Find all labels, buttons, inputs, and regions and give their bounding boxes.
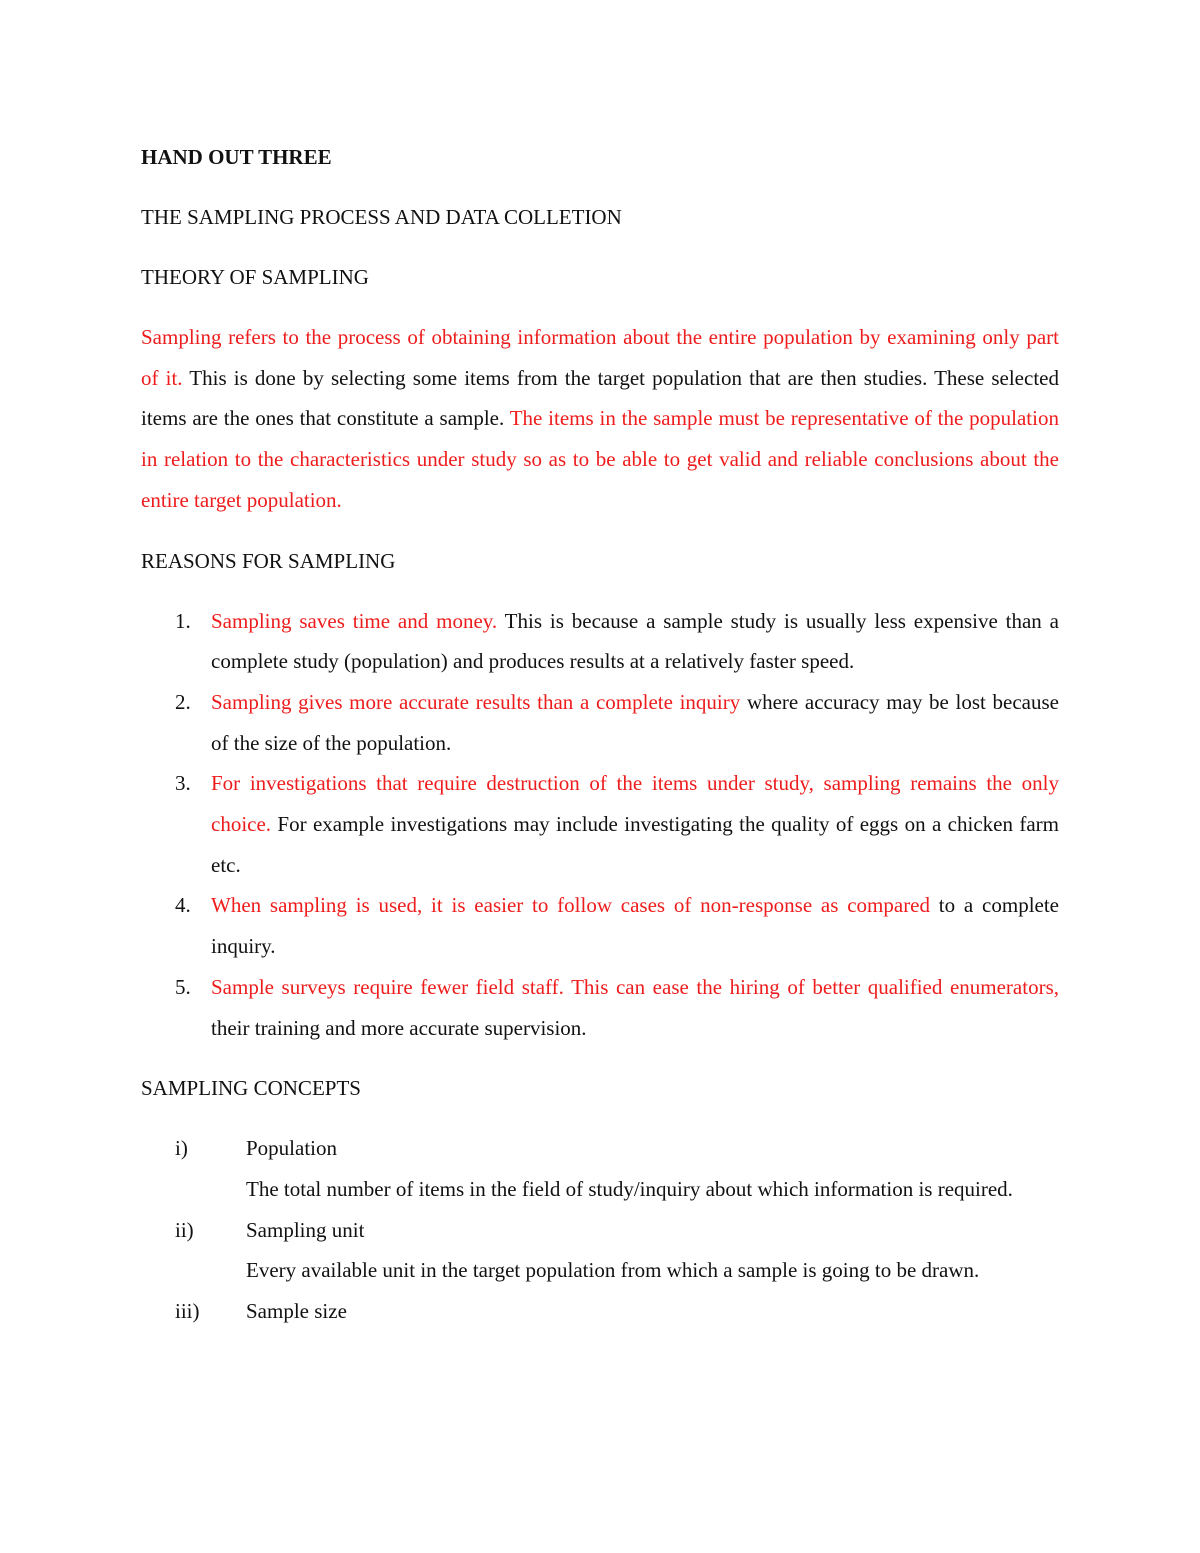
reason-text: where accuracy may be lost because of the size of the population.: [211, 689, 1060, 755]
reason-text: to a complete inquiry.: [211, 893, 1060, 959]
reason-text: their training and more accurate supervision.: [211, 1015, 587, 1040]
concept-term: Sample size: [246, 1299, 347, 1324]
reason-emphasis: Sampling gives more accurate results than a complete inquiry: [211, 689, 741, 714]
document-content: [141, 137, 1059, 1332]
reason-item: [141, 682, 1059, 763]
theory-explanation-text: This is done by selecting some items from the target population that are then studies. These selected items are the ones that constitute a sample.: [141, 365, 1059, 431]
theory-paragraph: [141, 317, 1059, 521]
theory-definition-text: Sampling refers to the process of obtaining information about the entire population by examining only part of it.: [141, 325, 1059, 390]
concept-term: Sampling unit: [246, 1217, 365, 1242]
concept-number: ii): [175, 1217, 194, 1242]
reasons-list: [141, 601, 1059, 1049]
reason-item: [141, 601, 1059, 682]
reason-emphasis: For investigations that require destruction of the items under study, sampling remains the only choice.: [211, 771, 1059, 837]
theory-representative-text: The items in the sample must be representative of the population in relation to the characteristics under study so as to be able to get valid and reliable conclusions about the entire target population.: [141, 406, 1059, 512]
reason-number: 1.: [175, 608, 191, 633]
concepts-list: [141, 1128, 1059, 1332]
concept-definition: Every available unit in the target population from which a sample is going to be drawn.: [246, 1258, 980, 1283]
concept-item: [141, 1128, 1059, 1209]
concept-number: iii): [175, 1299, 200, 1324]
theory-heading: THEORY OF SAMPLING: [141, 265, 369, 289]
reason-number: 5.: [175, 974, 191, 999]
concept-term: Population: [246, 1136, 338, 1161]
document-title: HAND OUT THREE: [141, 145, 332, 169]
concept-item: [141, 1210, 1059, 1291]
reason-number: 3.: [175, 771, 191, 796]
reason-emphasis: When sampling is used, it is easier to follow cases of non-response as compared: [211, 893, 931, 918]
reason-emphasis: Sample surveys require fewer field staff. This can ease the hiring of better qualified enumerators,: [211, 974, 1059, 999]
concepts-heading: SAMPLING CONCEPTS: [141, 1076, 361, 1101]
reason-emphasis: Sampling saves time and money.: [211, 608, 498, 633]
concept-item: [141, 1291, 1059, 1332]
concept-number: i): [175, 1136, 188, 1161]
reason-item: [141, 885, 1059, 966]
reason-number: 4.: [175, 893, 191, 918]
reason-item: [141, 967, 1059, 1048]
reason-number: 2.: [175, 689, 191, 714]
reason-text: For example investigations may include investigating the quality of eggs on a chicken farm etc.: [211, 812, 1059, 877]
reasons-heading: REASONS FOR SAMPLING: [141, 548, 396, 573]
reason-text: This is because a sample study is usually less expensive than a complete study (population) and produces results at a relatively faster speed.: [211, 608, 1059, 674]
concept-definition: The total number of items in the field of study/inquiry about which information is required.: [246, 1176, 1013, 1201]
reason-item: [141, 763, 1059, 885]
document-subtitle: THE SAMPLING PROCESS AND DATA COLLETION: [141, 205, 622, 229]
